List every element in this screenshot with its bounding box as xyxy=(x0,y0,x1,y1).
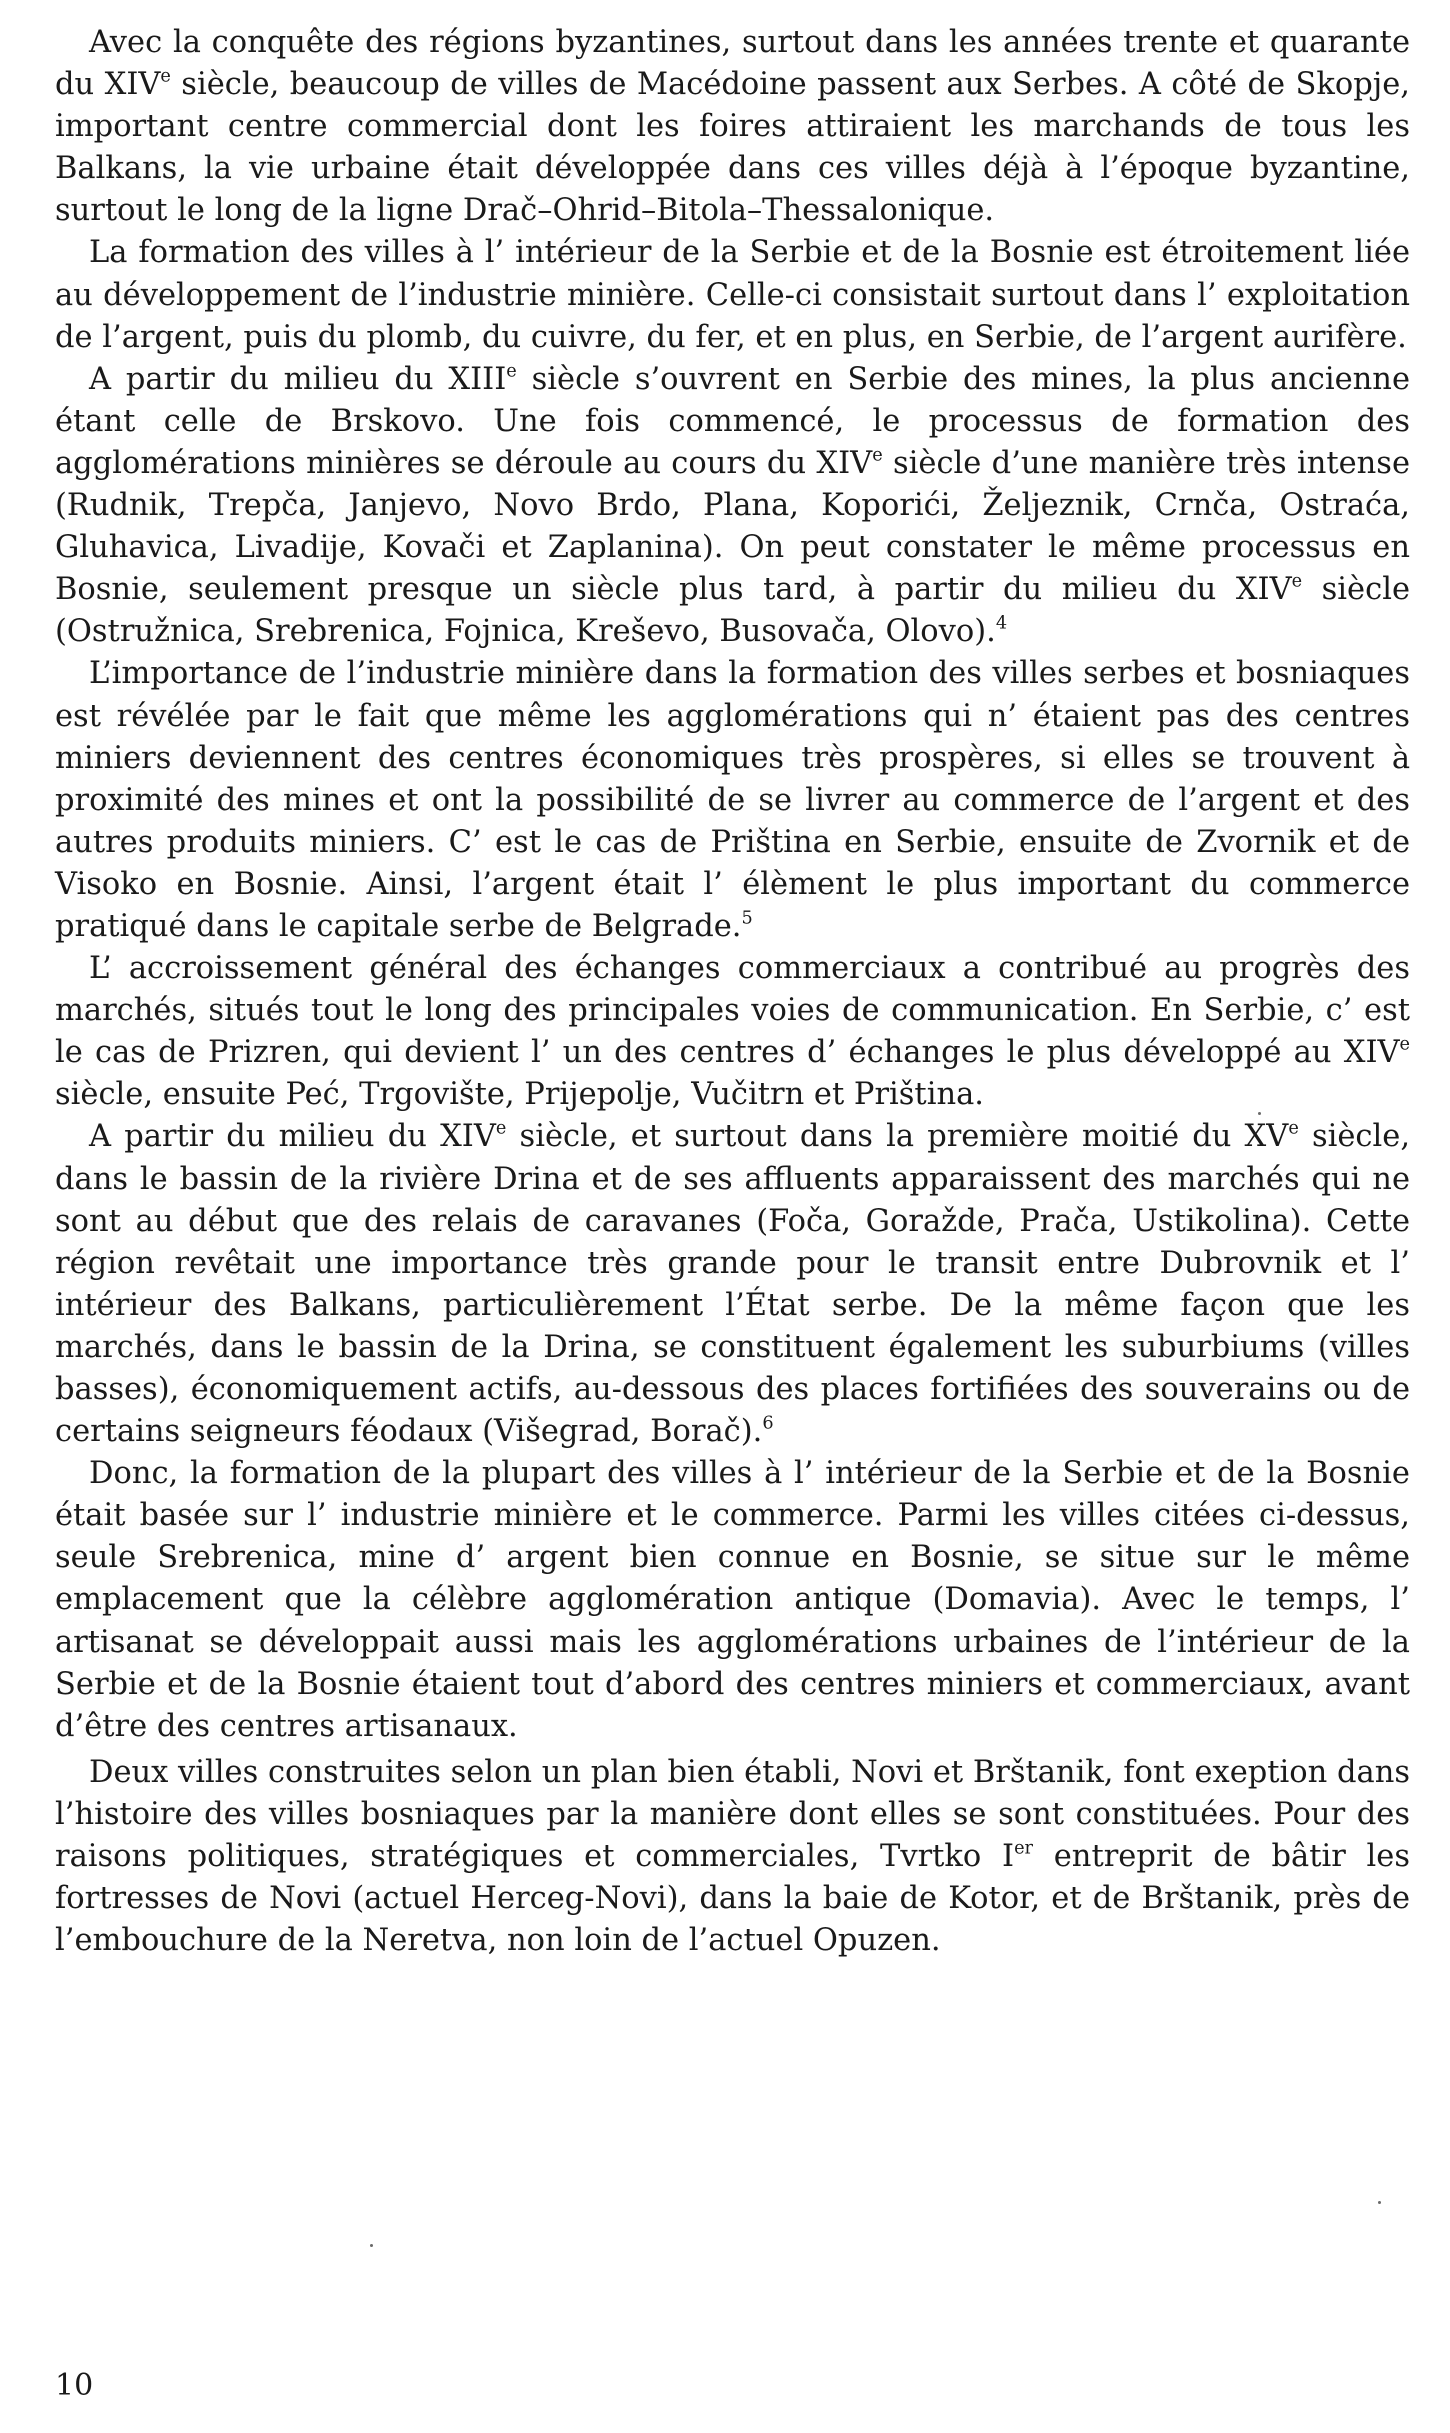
text-run: A partir du milieu du XIV xyxy=(89,1119,496,1155)
text-run: Avec la conquête des régions byzantines, surtout dans les années trente et quarante du XIV xyxy=(55,25,1410,103)
body-text xyxy=(55,22,1410,1962)
superscript: 6 xyxy=(762,1413,774,1434)
superscript: e xyxy=(1399,1034,1410,1055)
page-number: 10 xyxy=(55,2368,94,2403)
superscript: e xyxy=(506,361,517,382)
superscript: e xyxy=(495,1118,507,1139)
superscript: e xyxy=(1291,571,1303,592)
superscript: e xyxy=(1288,1118,1299,1139)
text-run: entreprit de bâtir les fortresses de Novi (actuel Herceg-Novi), dans la baie de Kotor, et de Brštanik, près de l’embouchure de la Neretva, non loin de l’actuel Opuzen. xyxy=(55,1839,1411,1959)
scan-speck xyxy=(370,2244,373,2247)
superscript: 4 xyxy=(995,613,1008,634)
scan-speck xyxy=(1258,1112,1261,1115)
superscript: e xyxy=(872,445,883,466)
text-run: A partir du milieu du XIII xyxy=(89,361,507,397)
text-run: siècle, beaucoup de villes de Macédoine passent aux Serbes. A côté de Skopje, important centre commercial dont les foires attiraient les marchands de tous les Balkans, la vie urbaine était développée dans ces villes déjà à l’époque byzantine, surtout le long de la ligne Drač–Ohrid–Bitola–Thessalonique. xyxy=(55,67,1410,229)
paragraph xyxy=(55,1453,1410,1748)
text-run: Donc, la formation de la plupart des villes à l’ intérieur de la Serbie et de la Bosnie était basée sur l’ industrie minière et le commerce. Parmi les villes citées ci-dessus, seule Srebrenica, mine d’ argent bien connue en Bosnie, se situe sur le même emplacement que la célèbre agglomération antique (Domavia). Avec le temps, l’ artisanat se développait aussi mais les agglomérations urbaines de l’intérieur de la Serbie et de la Bosnie étaient tout d’abord des centres miniers et commerciaux, avant d’être des centres artisanaux. xyxy=(55,1456,1410,1744)
text-run: siècle (Ostružnica, Srebrenica, Fojnica, Kreševo, Busovača, Olovo). xyxy=(55,572,1410,650)
paragraph xyxy=(55,22,1410,232)
text-run: L’importance de l’industrie minière dans la formation des villes serbes et bosniaques est révélée par le fait que même les agglomérations qui n’ étaient pas des centres miniers deviennent des centres économiques très prospères, si elles se trouvent à proximité des mines et ont la possibilité de se livrer au commerce de l’argent et des autres produits miniers. C’ est le cas de Priština en Serbie, ensuite de Zvornik et de Visoko en Bosnie. Ainsi, l’argent était l’ élèment le plus important du commerce pratiqué dans le capitale serbe de Belgrade. xyxy=(55,656,1410,944)
paragraph xyxy=(55,1752,1410,1962)
paragraph xyxy=(55,948,1410,1116)
text-run: Deux villes construites selon un plan bien établi, Novi et Brštanik, font exeption dans l’histoire des villes bosniaques par la manière dont elles se sont constituées. Pour des raisons politiques, stratégiques et commerciales, Tvrtko I xyxy=(55,1754,1410,1875)
scan-speck xyxy=(1378,2201,1381,2204)
text-run: L’ accroissement général des échanges commerciaux a contribué au progrès des marchés, situés tout le long des principales voies de communication. En Serbie, c’ est le cas de Prizren, qui devient l’ un des centres d’ échanges le plus développé au XIV xyxy=(55,951,1410,1071)
superscript: e xyxy=(160,66,171,87)
paragraph xyxy=(55,232,1410,358)
text-run: siècle, et surtout dans la première moitié du XV xyxy=(506,1119,1289,1155)
superscript: 5 xyxy=(741,908,753,929)
text-run: siècle d’une manière très intense (Rudnik, Trepča, Janjevo, Novo Brdo, Plana, Koporići, Željeznik, Crnča, Ostraća, Gluhavica, Livadije, Kovači et Zaplanina). On peut constater le même processus en Bosnie, seulement presque un siècle plus tard, à partir du milieu du XIV xyxy=(55,445,1410,608)
paragraph xyxy=(55,653,1410,948)
text-run: siècle s’ouvrent en Serbie des mines, la plus ancienne étant celle de Brskovo. Une fois commencé, le processus de formation des agglomérations minières se déroule au cours du XIV xyxy=(55,361,1410,481)
text-run: La formation des villes à l’ intérieur de la Serbie et de la Bosnie est étroitement liée au développement de l’industrie minière. Celle-ci consistait surtout dans l’ exploitation de l’argent, puis du plomb, du cuivre, du fer, et en plus, en Serbie, de l’argent aurifère. xyxy=(55,235,1410,355)
paragraph xyxy=(55,359,1410,654)
superscript: er xyxy=(1014,1838,1034,1859)
text-run: siècle, dans le bassin de la rivière Drina et de ses affluents apparaissent des marchés qui ne sont au début que des relais de caravanes (Foča, Goražde, Prača, Ustikolina). Cette région revêtait une importance très grande pour le transit entre Dubrovnik et l’ intérieur des Balkans, particulièrement l’État serbe. De la même façon que les marchés, dans le bassin de la Drina, se constituent également les suburbiums (villes basses), économiquement actifs, au-dessous des places fortifiées des souverains ou de certains seigneurs féodaux (Višegrad, Borač). xyxy=(55,1119,1411,1450)
paragraph xyxy=(55,1116,1410,1453)
text-run: siècle, ensuite Peć, Trgovište, Prijepolje, Vučitrn et Priština. xyxy=(55,1077,984,1113)
